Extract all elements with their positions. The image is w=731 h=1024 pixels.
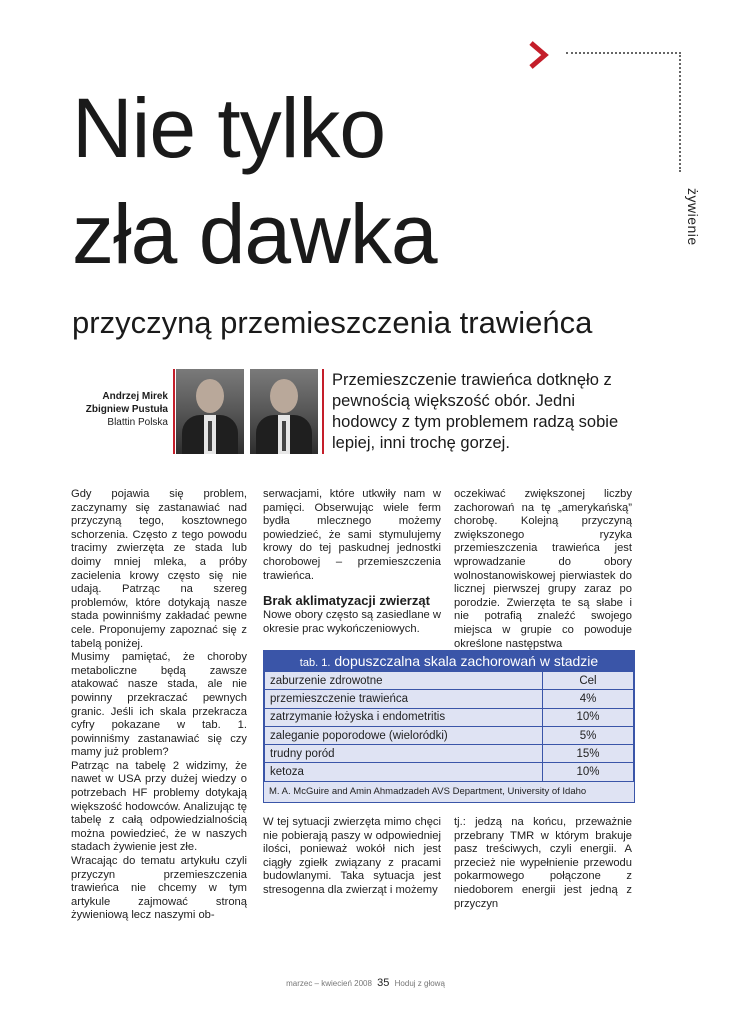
body-column-3	[454, 488, 632, 651]
paragraph: Patrząc na tabelę 2 widzimy, że nawet w USA przy dużej wiedzy o potrzebach HF problemy dotykają większość hodowców. Analizując tę tabelę z całą odpowiedzialnością można powiedzieć, że w naszych stadach żywienie jest złe.	[71, 759, 247, 854]
table-source: M. A. McGuire and Amin Ahmadzadeh AVS Department, University of Idaho	[269, 785, 587, 797]
table-cell-name: ketoza	[265, 763, 543, 781]
table-cell-value: 10%	[543, 708, 634, 726]
table-row	[265, 745, 634, 763]
table-title: dopuszczalna skala zachorowań w stadzie	[334, 653, 599, 669]
author-block	[70, 390, 168, 429]
data-table	[263, 650, 635, 803]
title-line-2: zła dawka	[72, 187, 437, 281]
subtitle: przyczyną przemieszczenia trawieńca	[72, 305, 593, 340]
dotted-rule-horizontal	[566, 52, 681, 54]
table-caption	[264, 651, 634, 671]
table-row	[265, 708, 634, 726]
lead-paragraph: Przemieszczenie trawieńca dotknęło z pewnością większość obór. Jedni hodowcy z tym problemem radzą sobie lepiej, inni trochę gorzej.	[332, 371, 619, 452]
table-cell-name: zaburzenie zdrowotne	[265, 672, 543, 690]
section-heading: Brak aklimatyzacji zwierząt	[263, 593, 430, 609]
photo-divider	[322, 369, 324, 454]
dotted-rule-vertical	[679, 52, 681, 172]
paragraph: W tej sytuacji zwierzęta mimo chęci nie pobierają paszy w odpowiedniej ilości, ponieważ wokół nich jest ciągły zgiełk związany z pracami budowlanymi. Taka sytuacja jest stresogenna dla zwierząt i możemy	[263, 816, 441, 896]
chevron-icon	[527, 40, 551, 70]
paragraph: Nowe obory często są zasiedlane w okresie prac wykończeniowych.	[263, 609, 441, 635]
page-footer	[0, 977, 731, 989]
table-row	[265, 690, 634, 708]
table-cell-name: zaleganie poporodowe (wieloródki)	[265, 726, 543, 744]
paragraph: oczekiwać zwiększonej liczby zachorowań na tę „amerykańską” chorobę. Kolejną przyczyną zwiększonego ryzyka przemieszczenia trawieńca jest wprowadzanie do obory wolnostanowiskowej pierwiastek do licznej pierwszej grupy zaraz po porodzie. Zwierzęta te są słabe i nie potrafią znaleźć swojego miejsca w grupie co powoduje określone następstwa	[454, 488, 632, 650]
table-cell-name: zatrzymanie łożyska i endometritis	[265, 708, 543, 726]
body-column-3-continued	[454, 816, 632, 911]
paragraph: Musimy pamiętać, że choroby metaboliczne będą zawsze atakować nasze stada, ale nie powinny przekraczać pewnych granic. Jeśli ich skala przekracza cyfry pokazane w tab. 1. powinniśmy zastanawiać się czy mamy już problem?	[71, 651, 247, 759]
footer-issue: marzec – kwiecień 2008	[286, 979, 372, 988]
table-row	[265, 726, 634, 744]
body-column-2	[263, 488, 441, 636]
table-cell-name: trudny poród	[265, 745, 543, 763]
author-name-1: Andrzej Mirek	[102, 391, 168, 402]
body-column-1	[71, 488, 247, 923]
paragraph: serwacjami, które utkwiły nam w pamięci. Obserwując wiele ferm bydła mlecznego możemy powiedzieć, że sami stymulujemy krowy do tej paskudnej jednostki chorobowej – przemieszczenia trawieńca.	[263, 488, 441, 582]
author-name-2: Zbigniew Pustuła	[85, 404, 168, 415]
page-number: 35	[377, 977, 390, 989]
author-photo-1	[176, 369, 244, 454]
section-label: żywienie	[685, 188, 701, 246]
footer-magazine: Hoduj z głową	[394, 979, 445, 988]
table-label: tab. 1.	[299, 657, 331, 669]
table-cell-value: 4%	[543, 690, 634, 708]
paragraph: tj.: jedzą na końcu, przeważnie przebrany TMR w którym brakuje pasz treściwych, czyli energii. A przecież nie wypełnienie przewodu pokarmowego połączone z niedoborem energii jest jedną z przyczyn	[454, 816, 632, 910]
author-photo-2	[250, 369, 318, 454]
table-row	[265, 763, 634, 781]
body-column-2-continued	[263, 816, 441, 898]
author-company: Blattin Polska	[107, 417, 168, 428]
table-cell-value: 10%	[543, 763, 634, 781]
photo-divider	[173, 369, 175, 454]
table-cell-name: przemieszczenie trawieńca	[265, 690, 543, 708]
paragraph: Gdy pojawia się problem, zaczynamy się zastanawiać nad przyczyną tego, kosztownego schorzenia. Często z tego powodu tracimy zwierzęta ze stada lub doimy mniej mleka, a próby zacielenia krowy często się nie udają. Patrząc na szereg problemów, które dotykają nasze stada powinniśmy zakładać pewne cele. Proponujemy zapoznać się z tabelą poniżej.	[71, 488, 247, 650]
table-cell-value: 5%	[543, 726, 634, 744]
table-cell-value: 15%	[543, 745, 634, 763]
table-cell-value: Cel	[543, 672, 634, 690]
paragraph: Wracając do tematu artykułu czyli przyczyn przemieszczenia trawieńca nie chcemy w tym artykule zajmować stroną żywieniową lecz naszymi ob-	[71, 855, 247, 922]
table-row	[265, 672, 634, 690]
title-line-1: Nie tylko	[72, 81, 386, 175]
